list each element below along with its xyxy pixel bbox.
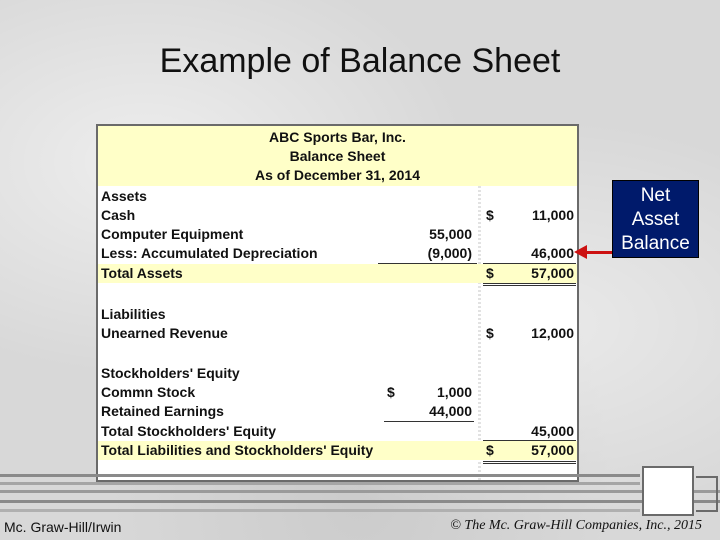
currency-sign: $ — [486, 442, 494, 458]
footer-rule — [0, 482, 640, 485]
row-assets-heading — [98, 187, 577, 206]
row-label: Cash — [101, 207, 136, 223]
total-rule-left — [378, 263, 477, 264]
footer-rules — [0, 474, 720, 514]
row-value: 57,000 — [531, 442, 574, 458]
footer-publisher: Mc. Graw-Hill/Irwin — [4, 519, 122, 535]
footer-rule — [0, 490, 720, 493]
row-value: 46,000 — [531, 245, 574, 261]
row-label: Unearned Revenue — [101, 325, 228, 341]
row-computer-equipment — [98, 225, 577, 244]
row-subvalue: 1,000 — [436, 384, 472, 400]
callout-line: Balance — [621, 233, 690, 254]
total-double-rule — [483, 283, 576, 286]
row-subvalue: 55,000 — [429, 226, 472, 242]
callout-line: Asset — [631, 209, 680, 230]
row-label: Less: Accumulated Depreciation — [101, 245, 318, 261]
row-label: Stockholders' Equity — [101, 365, 240, 381]
net-asset-balance-callout — [612, 180, 699, 258]
row-subvalue: (9,000) — [427, 245, 472, 261]
row-label: Total Stockholders' Equity — [101, 423, 276, 439]
row-label: Assets — [101, 188, 147, 204]
row-common-stock — [98, 383, 577, 402]
currency-sign: $ — [486, 207, 494, 223]
currency-sign: $ — [486, 325, 494, 341]
callout-arrow-head-icon — [574, 245, 587, 259]
footer-copyright: © The Mc. Graw-Hill Companies, Inc., 2015 — [450, 518, 702, 533]
company-name: ABC Sports Bar, Inc. — [269, 129, 406, 145]
total-rule-top — [483, 263, 576, 264]
statement-name: Balance Sheet — [289, 148, 386, 164]
row-total-equity — [98, 422, 577, 441]
footer-rule — [0, 500, 720, 503]
row-label: Computer Equipment — [101, 226, 244, 242]
slide-title: Example of Balance Sheet — [159, 42, 561, 80]
footer-rule — [0, 509, 640, 512]
total-double-rule — [483, 461, 576, 464]
row-value: 45,000 — [531, 423, 574, 439]
callout-arrow-shaft — [585, 251, 612, 254]
row-label: Total Liabilities and Stockholders' Equity — [101, 442, 374, 458]
row-value: 57,000 — [531, 265, 574, 281]
row-value: 12,000 — [531, 325, 574, 341]
row-label: Liabilities — [101, 306, 166, 322]
page-decoration — [642, 466, 694, 516]
currency-sign: $ — [387, 384, 395, 400]
row-label: Commn Stock — [101, 384, 196, 400]
balance-sheet-table — [96, 124, 579, 482]
row-label: Retained Earnings — [101, 403, 224, 419]
row-liabilities-heading — [98, 305, 577, 324]
row-accumulated-depreciation — [98, 244, 577, 263]
row-total-assets — [98, 264, 577, 283]
sheet-header — [98, 126, 577, 186]
row-retained-earnings — [98, 402, 577, 421]
currency-sign: $ — [486, 265, 494, 281]
callout-line: Net — [640, 185, 671, 206]
row-equity-heading — [98, 364, 577, 383]
row-total-liabilities-equity — [98, 441, 577, 460]
row-unearned-revenue — [98, 324, 577, 343]
footer-rule — [0, 474, 640, 477]
row-subvalue: 44,000 — [429, 403, 472, 419]
row-cash — [98, 206, 577, 225]
row-value: 11,000 — [531, 207, 574, 223]
statement-date: As of December 31, 2014 — [255, 167, 420, 183]
row-label: Total Assets — [101, 265, 183, 281]
page-decoration — [696, 476, 718, 512]
